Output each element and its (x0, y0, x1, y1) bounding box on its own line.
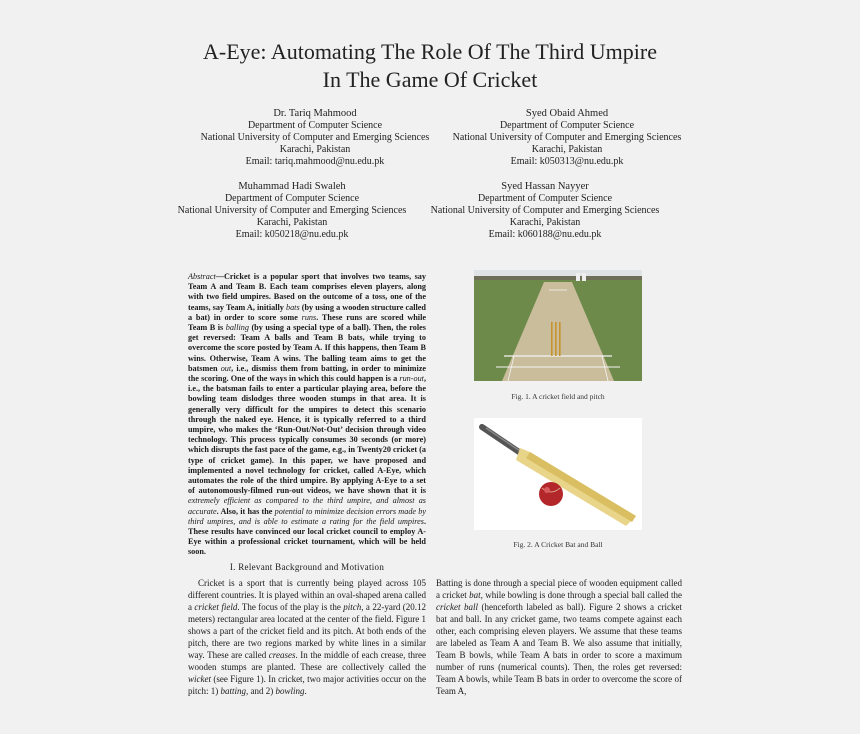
body-text: , while bowling is done through a special ball called the (480, 590, 682, 600)
cricket-field-pitch-icon (474, 270, 642, 381)
abstract-text: (by using a special type of a ball). Then, the roles get reversed: Team A balls and Team B bats, while trying to overcome the score posted by Team A. If this happens, then Team B wins. Otherwise, Team A wins. The balling team aims to get the batsmen (188, 323, 426, 373)
author-email: Email: k050313@nu.edu.pk (510, 156, 624, 167)
abstract-emph: run-out (399, 374, 424, 384)
abstract-text: , i.e., dismiss them from batting, in order to minimize the scoring. One of the ways in which this could happen is a (188, 363, 426, 384)
abstract-text: —Cricket is a popular sport that involves two teams, say Team A and Team B. Each team comprises eleven players, along with two field umpires. Based on the outcome of a toss, one of the teams, say Team A, initially (188, 272, 426, 312)
figure-1-caption: Fig. 1. A cricket field and pitch (511, 392, 605, 401)
body-text: Cricket is a sport that is currently being played across 105 different countries. It is played within an oval-shaped arena called a (188, 578, 426, 612)
author-name: Syed Obaid Ahmed (525, 108, 609, 119)
body-text: . (304, 686, 307, 696)
abstract-text: . These runs are scored while Team B is (188, 312, 426, 333)
abstract-emph: bats (285, 302, 300, 312)
body-emph: creases (268, 650, 296, 660)
body-text: . The focus of the play is the (237, 602, 344, 612)
author-dept: Department of Computer Science (224, 193, 360, 204)
author-email: Email: tariq.mahmood@nu.edu.pk (245, 156, 385, 167)
author-city: Karachi, Pakistan (256, 217, 328, 228)
author-uni: National University of Computer and Emerging Sciences (177, 205, 407, 216)
author-block-4 (420, 181, 670, 241)
author-uni: National University of Computer and Emerging Sciences (452, 132, 682, 143)
body-emph: bat (469, 590, 481, 600)
figure-2-caption: Fig. 2. A Cricket Bat and Ball (513, 540, 603, 549)
abstract-lead: Abstract (188, 272, 216, 281)
figure-1-image (474, 270, 642, 381)
author-dept: Department of Computer Science (477, 193, 613, 204)
author-dept: Department of Computer Science (499, 120, 635, 131)
title-line-2: In The Game Of Cricket (322, 67, 538, 92)
author-block-2 (442, 108, 692, 168)
body-emph: bowling (275, 686, 305, 696)
body-text: , a 22-yard (20.12 meters) rectangular area located at the center of the field. Figure 1 shows a part of the cricket field and its pitch. At both ends of the pitch, there are two regions marked by white lines in a similar way. These are called (188, 602, 427, 660)
author-name: Dr. Tariq Mahmood (273, 108, 357, 119)
body-text: Batting is done through a special piece of wooden equipment called a cricket (436, 578, 682, 600)
cricket-bat-ball-icon (474, 418, 642, 530)
author-city: Karachi, Pakistan (509, 217, 581, 228)
author-uni: National University of Computer and Emerging Sciences (200, 132, 430, 143)
body-text: , and 2) (246, 686, 276, 696)
body-emph: cricket field (194, 602, 238, 612)
body-column-left (188, 577, 426, 697)
abstract (188, 272, 426, 558)
body-emph: cricket ball (436, 602, 478, 612)
author-dept: Department of Computer Science (247, 120, 383, 131)
abstract-emph: runs (301, 312, 317, 322)
body-text: (see Figure 1). In cricket, two major activities occur on the pitch: 1) (188, 674, 426, 696)
author-city: Karachi, Pakistan (279, 144, 351, 155)
author-name: Syed Hassan Nayyer (501, 181, 589, 192)
author-email: Email: k050218@nu.edu.pk (235, 229, 349, 240)
abstract-text: . These results have convinced our local cricket council to employ A-Eye within a professional cricket tournament, which will be held soon. (188, 516, 426, 557)
body-emph: pitch (343, 602, 362, 612)
abstract-text: . Also, it has the (216, 506, 275, 516)
author-block-1 (190, 108, 440, 168)
author-name: Muhammad Hadi Swaleh (238, 181, 346, 192)
abstract-text: , i.e., the batsman fails to enter a particular playing area, before the bowling team dislodges three wooden stumps in that area. It is generally very difficult for the umpires to detect this scenario through the naked eye. Hence, it is typically referred to a third umpire, who makes the ‘Run-Out/Not-Out’ decision through video technology. This process typically consumes 30 seconds (or more) which disrupts the fast pace of the game, e.g., in Twenty20 cricket (a type of cricket game). In this paper, we have proposed and implemented a novel technology for cricket, called A-Eye, which automates the role of the third umpire. By applying A-Eye to a set of autonomously-filmed run-out videos, we have shown that it is (188, 374, 426, 496)
author-uni: National University of Computer and Emerging Sciences (430, 205, 660, 216)
figure-2-image (474, 418, 642, 530)
section-heading: I. Relevant Background and Motivation (229, 562, 385, 572)
author-block-3 (167, 181, 417, 241)
abstract-emph: extremely efficient as compared to the third umpire, and almost as accurate (188, 496, 426, 516)
paper-title (0, 38, 860, 94)
author-email: Email: k060188@nu.edu.pk (488, 229, 602, 240)
abstract-emph: balling (225, 323, 249, 333)
body-column-right (436, 577, 682, 697)
abstract-emph: out (220, 363, 232, 373)
body-emph: wicket (188, 674, 211, 684)
body-text: (henceforth labeled as ball). Figure 2 shows a cricket bat and ball. In any cricket game, two teams compete against each other, each comprising eleven players. We assume that these teams are labeled as Team A and Team B. We also assume that initially, Team B bowls, while Team A bats in order to score a maximum number of runs (numerical counts). Then, the roles get reversed: Team A bowls, while Team B bats in order to overcome the score of Team A, (436, 602, 682, 696)
author-city: Karachi, Pakistan (531, 144, 603, 155)
abstract-text: (by using a wooden structure called a bat) in order to score some (188, 302, 426, 322)
title-line-1: A-Eye: Automating The Role Of The Third Umpire (203, 39, 657, 64)
body-emph: batting (220, 686, 247, 696)
abstract-emph: potential to minimize decision errors made by third umpires, and is able to estimate a rating for the field umpires (188, 506, 426, 526)
body-text: . In the middle of each crease, three wooden stumps are planted. These are collectively called the (188, 650, 426, 672)
